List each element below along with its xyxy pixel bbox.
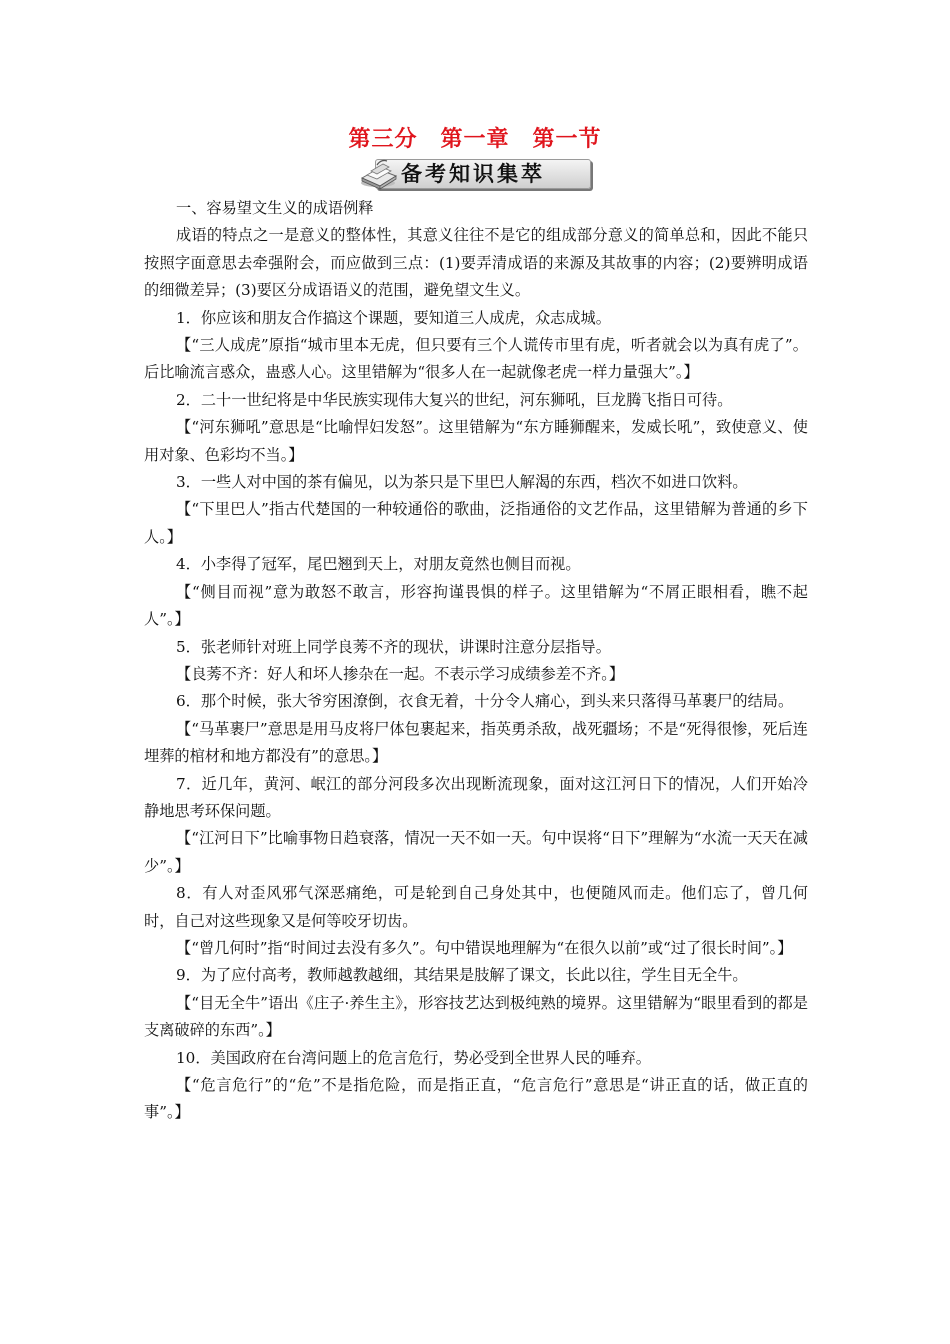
example-explanation: 【“三人成虎”原指“城市里本无虎，但只要有三个人谎传市里有虎，听者就会以为真有虎了”。后比喻流言惑众，蛊惑人心。这里错解为“很多人在一起就像老虎一样力量强大”。】 <box>144 336 808 382</box>
example-sentence: 4．小李得了冠军，尾巴翘到天上，对朋友竟然也侧目而视。 <box>176 555 581 574</box>
example-sentence: 10．美国政府在台湾问题上的危言危行，势必受到全世界人民的唾弃。 <box>176 1048 651 1067</box>
intro-paragraph: 成语的特点之一是意义的整体性，其意义往往不是它的组成部分意义的简单总和，因此不能只按照字面意思去牵强附会，而应做到三点：(1)要弄清成语的来源及其故事的内容；(2)要辨明成语的细微差异；(3)要区分成语语义的范围，避免望文生义。 <box>144 226 808 300</box>
page-title: 第三分 第一章 第一节 <box>348 127 602 152</box>
example-sentence: 5．张老师针对班上同学良莠不齐的现状，讲课时注意分层指导。 <box>176 637 611 656</box>
example-sentence: 3．一些人对中国的茶有偏见，以为茶只是下里巴人解渴的东西，档次不如进口饮料。 <box>176 473 748 492</box>
example-explanation: 【“河东狮吼”意思是“比喻悍妇发怒”。这里错解为“东方睡狮醒来，发威长吼”，致使意义、使用对象、色彩均不当。】 <box>144 418 808 464</box>
document-body <box>144 195 808 1127</box>
example-sentence: 2．二十一世纪将是中华民族实现伟大复兴的世纪，河东狮吼，巨龙腾飞指日可待。 <box>176 390 733 409</box>
example-sentence: 9．为了应付高考，教师越教越细，其结果是肢解了课文，长此以往，学生目无全牛。 <box>176 966 748 985</box>
example-explanation: 【“侧目而视”意为敢怒不敢言，形容拘谨畏惧的样子。这里错解为“不屑正眼相看，瞧不起人”。】 <box>144 582 808 629</box>
book-icon <box>357 156 401 190</box>
example-sentence: 8．有人对歪风邪气深恶痛绝，可是轮到自己身处其中，也便随风而走。他们忘了，曾几何时，自己对这些现象又是何等咬牙切齿。 <box>144 884 808 930</box>
example-explanation: 【“危言危行”的“危”不是指危险，而是指正直，“危言危行”意思是“讲正直的话，做正直的事”。】 <box>144 1076 808 1122</box>
example-explanation: 【“下里巴人”指古代楚国的一种较通俗的歌曲，泛指通俗的文艺作品，这里错解为普通的乡下人。】 <box>144 500 808 546</box>
example-sentence: 6．那个时候，张大爷穷困潦倒，衣食无着，十分令人痛心，到头来只落得马革裹尸的结局。 <box>176 692 794 711</box>
example-explanation: 【“江河日下”比喻事物日趋衰落，情况一天不如一天。句中误将“日下”理解为“水流一天天在减少”。】 <box>144 829 808 875</box>
example-sentence: 1．你应该和朋友合作搞这个课题，要知道三人成虎，众志成城。 <box>176 308 611 327</box>
example-sentence: 7．近几年，黄河、岷江的部分河段多次出现断流现象，面对这江河日下的情况，人们开始冷静地思考环保问题。 <box>144 774 808 820</box>
banner-title: 备考知识集萃 <box>401 162 545 186</box>
example-explanation: 【“曾几何时”指“时间过去没有多久”。句中错误地理解为“在很久以前”或“过了很长时间”。】 <box>176 938 793 957</box>
example-explanation: 【良莠不齐：好人和坏人掺杂在一起。不表示学习成绩参差不齐。】 <box>176 664 625 683</box>
example-explanation: 【“目无全牛”语出《庄子·养生主》，形容技艺达到极纯熟的境界。这里错解为“眼里看到的都是支离破碎的东西”。】 <box>144 993 808 1040</box>
example-explanation: 【“马革裹尸”意思是用马皮将尸体包裹起来，指英勇杀敌，战死疆场；不是“死得很惨，死后连埋葬的棺材和地方都没有”的意思。】 <box>144 719 808 766</box>
section-banner <box>357 156 593 190</box>
section-heading: 一、容易望文生义的成语例释 <box>176 199 374 217</box>
